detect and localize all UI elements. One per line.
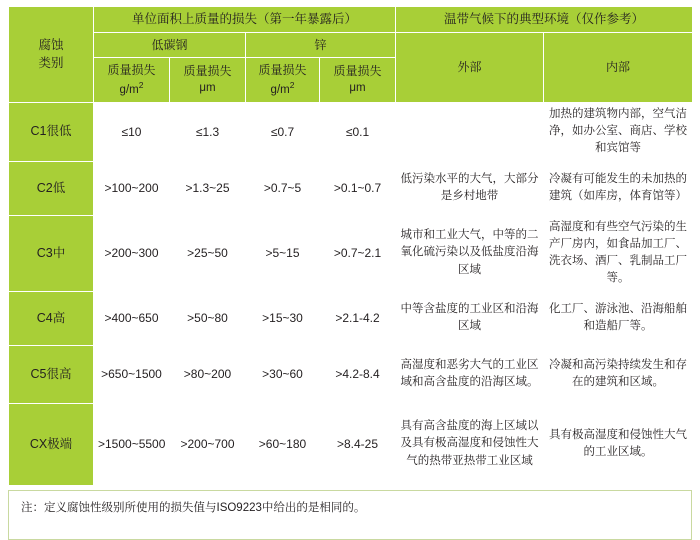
unit-g-per-m2: $g/m^2$ (270, 79, 295, 96)
cell-zinc-um: >4.2-8.4 (320, 345, 396, 403)
table-row (9, 345, 693, 403)
table-sheet (8, 6, 692, 514)
cell-zinc-um: >0.1~0.7 (320, 161, 396, 215)
header-row-1 (9, 7, 693, 33)
table-footnote: 注：定义腐蚀性级别所使用的损失值与ISO9223中给出的是相同的。 (8, 490, 692, 540)
cell-zinc-g: ≤0.7 (246, 102, 320, 161)
cell-steel-um: >50~80 (170, 291, 246, 345)
unit-g-per-m2: $g/m^2$ (119, 79, 144, 96)
cell-steel-g: >400~650 (94, 291, 170, 345)
row-category: C2低 (9, 161, 94, 215)
table-row (9, 102, 693, 161)
header-steel-mass-loss-um (170, 57, 246, 102)
cell-steel-g: >100~200 (94, 161, 170, 215)
metric-label: 质量损失 (258, 62, 307, 77)
cell-exterior: 高湿度和恶劣大气的工业区域和高含盐度的沿海区域。 (396, 345, 544, 403)
header-zinc-mass-loss-gm2 (246, 57, 320, 102)
cell-steel-um: ≤1.3 (170, 102, 246, 161)
cell-exterior: 中等含盐度的工业区和沿海区域 (396, 291, 544, 345)
header-category-line2: 类别 (38, 56, 64, 71)
table-body (9, 102, 693, 485)
header-row-2 (9, 32, 693, 57)
cell-interior: 冷凝有可能发生的未加热的建筑（如库房，体育馆等） (544, 161, 693, 215)
cell-zinc-um: >2.1-4.2 (320, 291, 396, 345)
cell-exterior: 城市和工业大气，中等的二氧化硫污染以及低盐度沿海区域 (396, 215, 544, 291)
header-environment-group: 温带气候下的典型环境（仅作参考） (396, 7, 693, 33)
cell-zinc-g: >5~15 (246, 215, 320, 291)
cell-steel-um: >25~50 (170, 215, 246, 291)
cell-interior: 高湿度和有些空气污染的生产厂房内，如食品加工厂、洗衣场、酒厂、乳制品工厂等。 (544, 215, 693, 291)
cell-steel-g: ≤10 (94, 102, 170, 161)
table-row (9, 161, 693, 215)
table-head (9, 7, 693, 103)
header-category-line1: 腐蚀 (38, 37, 64, 52)
cell-steel-um: >200~700 (170, 403, 246, 485)
header-corrosion-category (9, 7, 94, 103)
row-category: CX极端 (9, 403, 94, 485)
cell-interior: 加热的建筑物内部，空气洁净，如办公室、商店、学校和宾馆等 (544, 102, 693, 161)
corrosion-category-table (8, 6, 693, 486)
cell-steel-um: >80~200 (170, 345, 246, 403)
cell-steel-g: >650~1500 (94, 345, 170, 403)
cell-zinc-g: >0.7~5 (246, 161, 320, 215)
table-row (9, 291, 693, 345)
header-zinc: 锌 (246, 32, 396, 57)
header-interior: 内部 (544, 32, 693, 102)
cell-interior: 化工厂、游泳池、沿海船舶和造船厂等。 (544, 291, 693, 345)
row-category: C3中 (9, 215, 94, 291)
cell-steel-um: >1.3~25 (170, 161, 246, 215)
table-row (9, 403, 693, 485)
cell-exterior: 低污染水平的大气，大部分是乡村地带 (396, 161, 544, 215)
cell-interior: 具有极高湿度和侵蚀性大气的工业区域。 (544, 403, 693, 485)
header-steel-mass-loss-gm2 (94, 57, 170, 102)
row-category: C5很高 (9, 345, 94, 403)
cell-exterior (396, 102, 544, 161)
cell-steel-g: >1500~5500 (94, 403, 170, 485)
unit-micrometre: μm (199, 82, 216, 95)
header-low-carbon-steel: 低碳钢 (94, 32, 246, 57)
metric-label: 质量损失 (183, 64, 232, 79)
cell-zinc-g: >15~30 (246, 291, 320, 345)
header-mass-loss-group: 单位面积上质量的损失（第一年暴露后） (94, 7, 396, 33)
header-exterior: 外部 (396, 32, 544, 102)
cell-interior: 冷凝和高污染持续发生和存在的建筑和区域。 (544, 345, 693, 403)
table-row (9, 215, 693, 291)
cell-zinc-um: ≤0.1 (320, 102, 396, 161)
cell-zinc-g: >60~180 (246, 403, 320, 485)
row-category: C1很低 (9, 102, 94, 161)
metric-label: 质量损失 (333, 64, 382, 79)
metric-label: 质量损失 (107, 62, 156, 77)
cell-exterior: 具有高含盐度的海上区域以及具有极高湿度和侵蚀性大气的热带亚热带工业区域 (396, 403, 544, 485)
header-zinc-mass-loss-um (320, 57, 396, 102)
row-category: C4高 (9, 291, 94, 345)
unit-micrometre: μm (349, 82, 366, 95)
cell-zinc-um: >8.4-25 (320, 403, 396, 485)
cell-zinc-g: >30~60 (246, 345, 320, 403)
cell-zinc-um: >0.7~2.1 (320, 215, 396, 291)
cell-steel-g: >200~300 (94, 215, 170, 291)
